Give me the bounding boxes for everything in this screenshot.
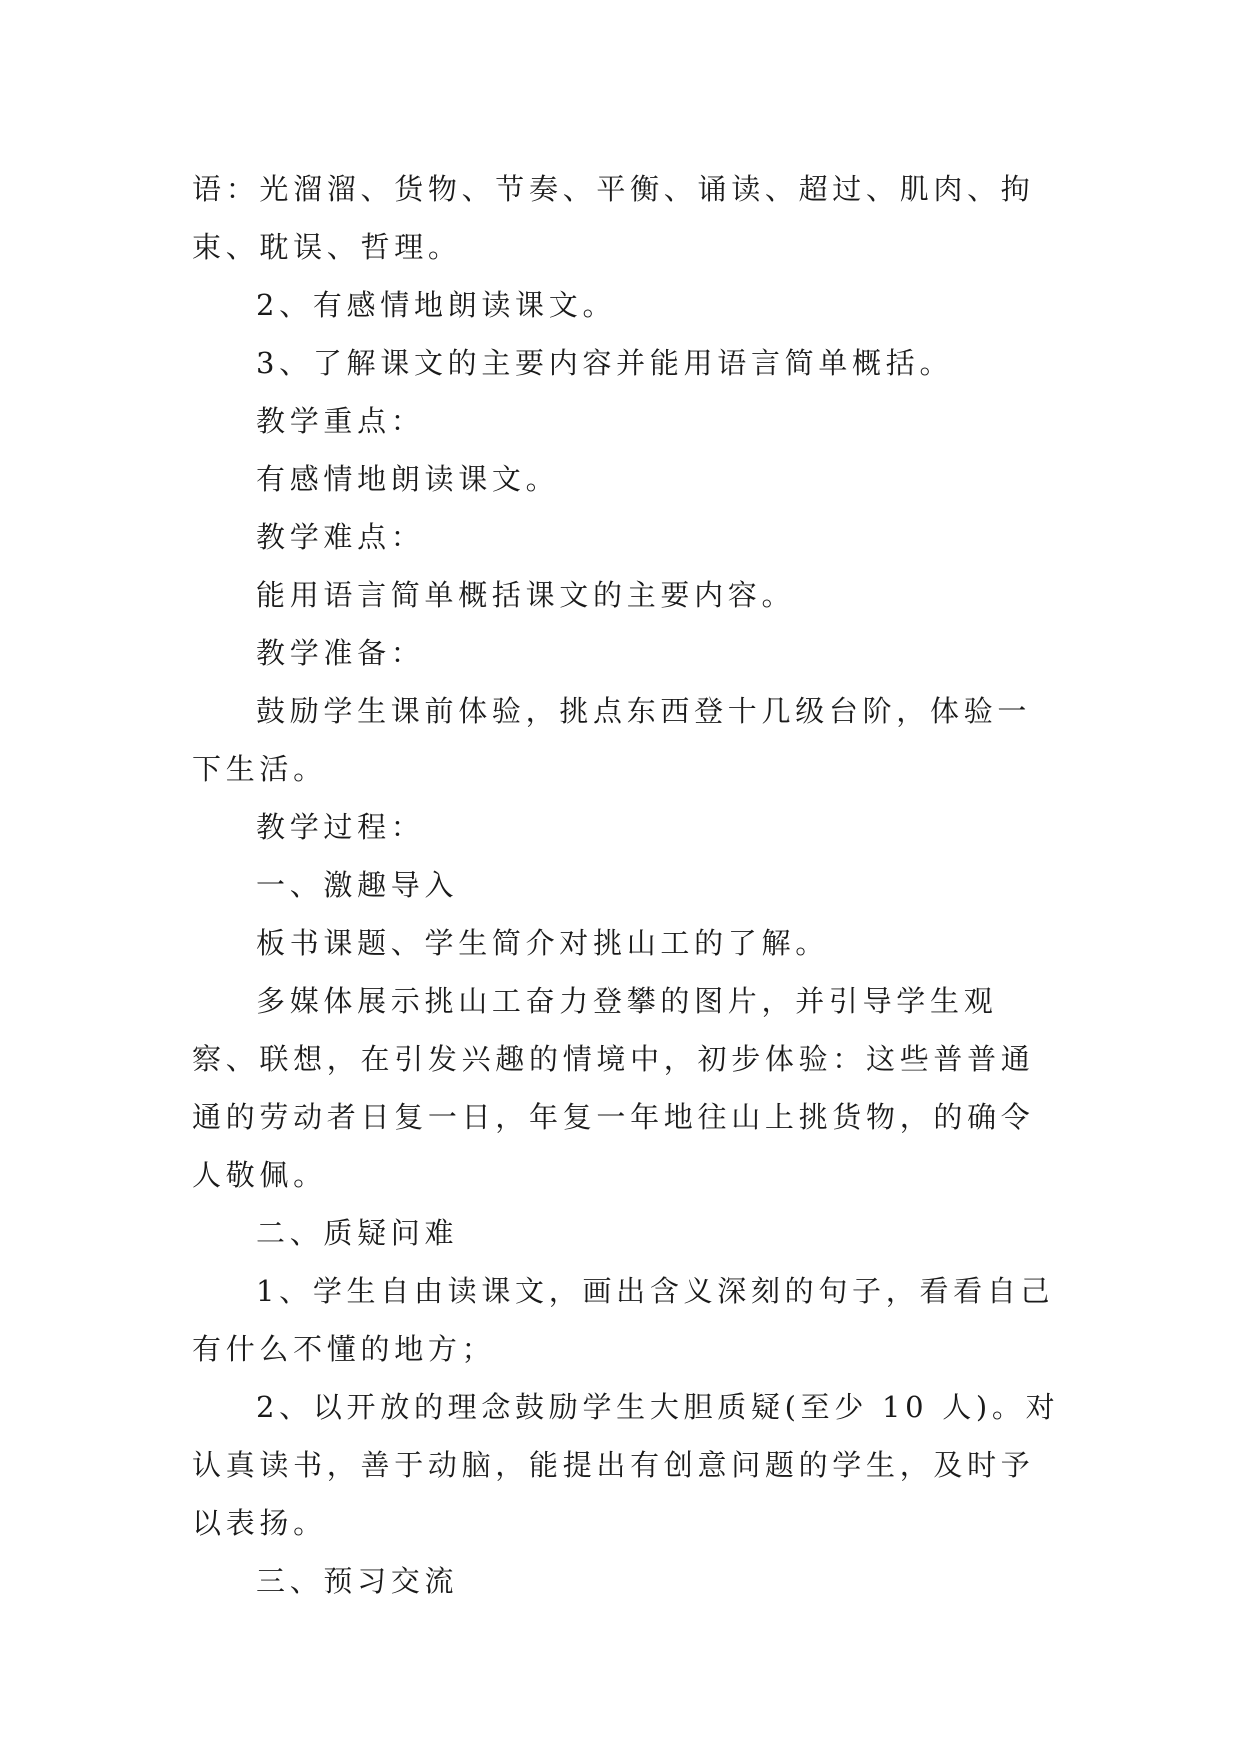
heading-section-3: 三、预习交流	[256, 1564, 459, 1598]
paragraph-section-2-b: 2、以开放的理念鼓励学生大胆质疑(至少 10 人)。对认真读书，善于动脑，能提出有创意问题的学生，及时予以表扬。	[192, 1390, 1060, 1540]
heading-teaching-preparation: 教学准备：	[256, 636, 425, 670]
heading-teaching-difficulty: 教学难点：	[256, 520, 425, 554]
document-body	[192, 160, 1064, 1610]
paragraph-section-1-b: 多媒体展示挑山工奋力登攀的图片，并引导学生观察、联想，在引发兴趣的情境中，初步体验：这些普普通通的劳动者日复一日，年复一年地往山上挑货物，的确令人敬佩。	[192, 984, 1035, 1192]
paragraph-teaching-difficulty: 能用语言简单概括课文的主要内容。	[256, 578, 796, 612]
paragraph-objective-2: 2、有感情地朗读课文。	[256, 288, 617, 322]
paragraph-section-2-a: 1、学生自由读课文，画出含义深刻的句子，看看自己有什么不懂的地方；	[192, 1274, 1055, 1366]
heading-section-2: 二、质疑问难	[256, 1216, 459, 1250]
paragraph-section-1-a: 板书课题、学生简介对挑山工的了解。	[256, 926, 829, 960]
paragraph-teaching-focus: 有感情地朗读课文。	[256, 462, 560, 496]
heading-teaching-focus: 教学重点：	[256, 404, 425, 438]
paragraph-vocabulary: 语：光溜溜、货物、节奏、平衡、诵读、超过、肌肉、拘束、耽误、哲理。	[192, 172, 1035, 264]
paragraph-teaching-preparation: 鼓励学生课前体验，挑点东西登十几级台阶，体验一下生活。	[192, 694, 1032, 786]
paragraph-objective-3: 3、了解课文的主要内容并能用语言简单概括。	[256, 346, 954, 380]
heading-teaching-process: 教学过程：	[256, 810, 425, 844]
heading-section-1: 一、激趣导入	[256, 868, 459, 902]
